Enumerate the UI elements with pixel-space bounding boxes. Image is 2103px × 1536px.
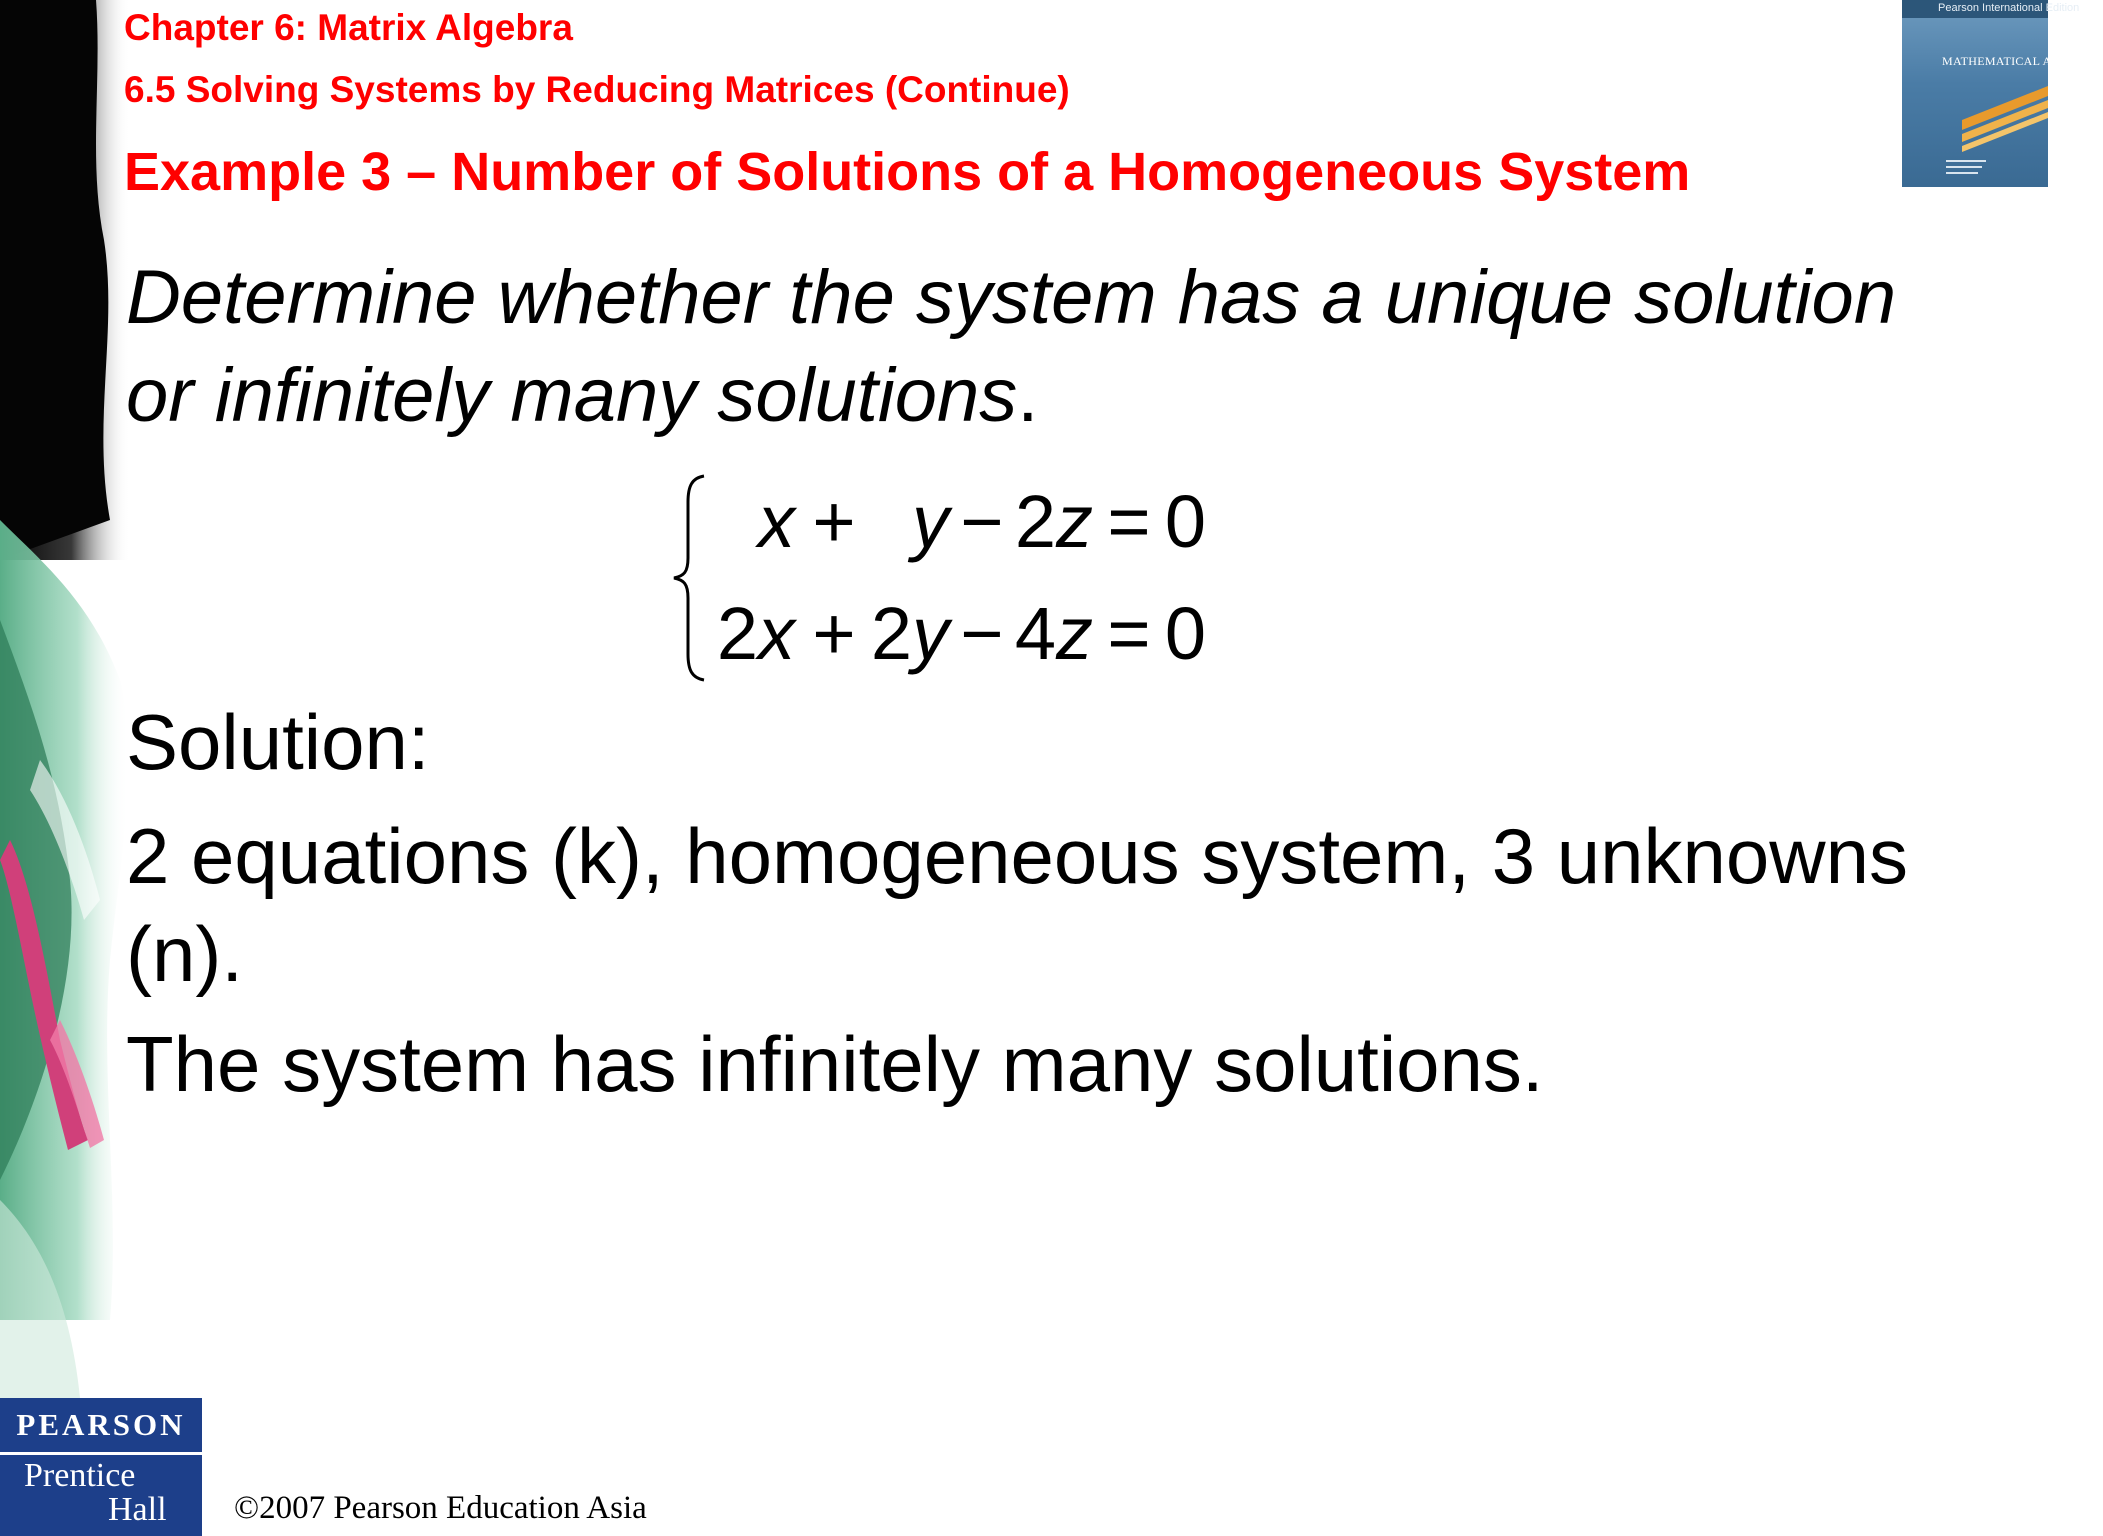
- section-heading: 6.5 Solving Systems by Reducing Matrices (Continue): [124, 69, 1070, 110]
- equation-system: [670, 472, 1290, 684]
- logo-imprint-line-2: Hall: [108, 1491, 167, 1528]
- eq2-coef-x: 2: [716, 592, 758, 675]
- equation-2: [710, 584, 1206, 684]
- logo-divider: [0, 1452, 202, 1455]
- logo-imprint-line-1: Prentice: [24, 1457, 136, 1494]
- chapter-heading: Chapter 6: Matrix Algebra: [124, 7, 573, 48]
- solution-line-3: The system has infinitely many solutions.: [126, 1020, 1544, 1108]
- eq2-equals: =: [1107, 592, 1151, 675]
- eq2-coef-y: 2: [870, 592, 912, 675]
- eq2-var-z: z: [1056, 592, 1093, 675]
- book-cover-thumbnail: [1902, 0, 2103, 187]
- book-edition-label: Pearson International Edition: [1938, 2, 2080, 14]
- eq1-var-z: z: [1056, 480, 1093, 563]
- problem-statement-text: or infinitely many solutions: [126, 353, 1018, 438]
- problem-statement-line-1: Determine whether the system has a unique solution: [126, 255, 1897, 340]
- solution-line-2: (n).: [126, 910, 243, 998]
- pearson-prentice-hall-logo: [0, 1398, 202, 1536]
- eq2-op-minus: −: [960, 592, 1004, 675]
- book-cover-stripes: [1902, 0, 2048, 187]
- eq1-op-minus: −: [960, 480, 1004, 563]
- problem-statement-period: .: [1017, 353, 1039, 438]
- eq2-op-plus: +: [812, 592, 856, 675]
- eq1-var-y: y: [912, 480, 949, 563]
- eq1-equals: =: [1107, 480, 1151, 563]
- eq2-var-y: y: [912, 592, 949, 675]
- example-title: Example 3 – Number of Solutions of a Homogeneous System: [124, 142, 1691, 202]
- eq2-coef-z: 4: [1014, 592, 1056, 675]
- eq1-var-x: x: [758, 480, 795, 563]
- eq1-op-plus: +: [812, 480, 856, 563]
- eq1-rhs: 0: [1164, 480, 1206, 563]
- eq1-coef-z: 2: [1014, 480, 1056, 563]
- book-title-label: MATHEMATICAL ANALYSIS: [1942, 54, 2103, 68]
- eq2-var-x: x: [758, 592, 795, 675]
- logo-brand: PEARSON: [16, 1407, 186, 1442]
- solution-line-1: 2 equations (k), homogeneous system, 3 unknowns: [126, 812, 1909, 900]
- copyright-notice: ©2007 Pearson Education Asia: [234, 1490, 647, 1526]
- eq2-rhs: 0: [1164, 592, 1206, 675]
- problem-statement-line-2: [126, 348, 1038, 444]
- solution-label: Solution:: [126, 698, 430, 786]
- left-brace: [670, 472, 710, 684]
- equation-1: [710, 472, 1206, 572]
